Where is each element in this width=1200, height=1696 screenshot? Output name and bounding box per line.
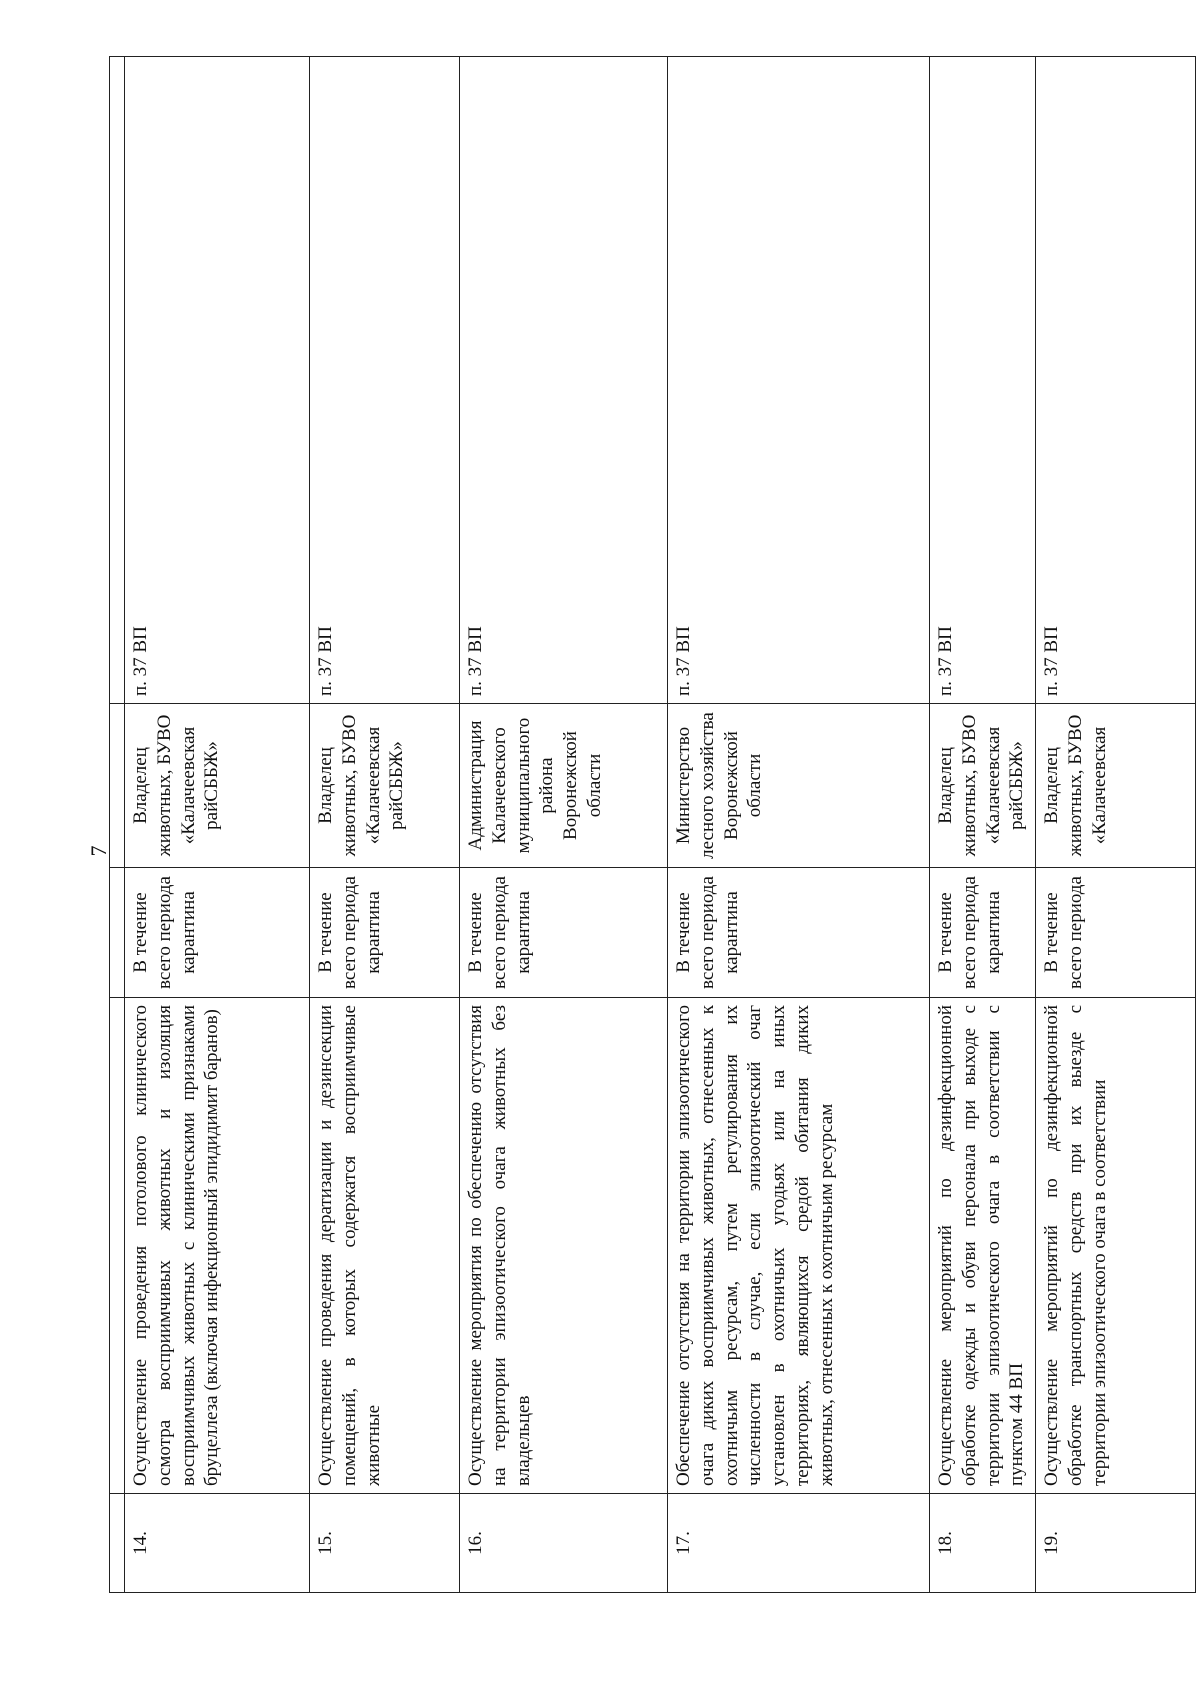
row-number: 17. bbox=[668, 1494, 930, 1593]
row-number: 19. bbox=[1036, 1494, 1196, 1593]
measure-text: Обеспечение отсутствия на территории эпизоотического очага диких восприимчивых животных, отнесенных к охотничьим ресурсам, путем регулирования их численности в случае, если эпизоотический очаг установлен в охотничьих угодьях или на иных территориях, являющихся средой обитания диких животных, отнесенных к охотничьим ресурсам bbox=[668, 998, 930, 1494]
measure-text: Осуществление мероприятий по дезинфекционной обработке одежды и обуви персонала при выходе с территории эпизоотического очага в соответствии с пунктом 44 ВП bbox=[930, 998, 1036, 1494]
responsible-text: Владелец животных, БУВО «Калачеевская райСББЖ» bbox=[930, 704, 1036, 868]
table-row bbox=[460, 57, 668, 1593]
table-row bbox=[125, 57, 310, 1593]
term-text: В течение всего периода карантина bbox=[310, 868, 460, 998]
measures-table bbox=[109, 56, 1196, 1593]
table-row bbox=[1036, 57, 1196, 1593]
measure-text: Осуществление мероприятия по обеспечению отсутствия на территории эпизоотического очага животных без владельцев bbox=[460, 998, 668, 1494]
term-text: В течение всего периода bbox=[1036, 868, 1196, 998]
basis-text: п. 37 ВП bbox=[310, 57, 460, 704]
table-row bbox=[930, 57, 1036, 1593]
measure-text: Осуществление проведения дератизации и дезинсекции помещений, в которых содержатся восприимчивые животные bbox=[310, 998, 460, 1494]
responsible-text: Администрация Калачеевского муниципального района Воронежской области bbox=[460, 704, 668, 868]
responsible-text: Владелец животных, БУВО «Калачеевская bbox=[1036, 704, 1196, 868]
term-text: В течение всего периода карантина bbox=[125, 868, 310, 998]
basis-text: п. 37 ВП bbox=[1036, 57, 1196, 704]
term-text: В течение всего периода карантина bbox=[668, 868, 930, 998]
term-text: В течение всего периода карантина bbox=[460, 868, 668, 998]
row-number: 14. bbox=[125, 1494, 310, 1593]
basis-text: п. 37 ВП bbox=[460, 57, 668, 704]
table-row bbox=[668, 57, 930, 1593]
row-number: 15. bbox=[310, 1494, 460, 1593]
table-header-strip bbox=[110, 57, 125, 1593]
row-number: 18. bbox=[930, 1494, 1036, 1593]
rotated-page-sheet bbox=[109, 57, 1196, 1593]
row-number: 16. bbox=[460, 1494, 668, 1593]
responsible-text: Владелец животных, БУВО «Калачеевская райСББЖ» bbox=[310, 704, 460, 868]
basis-text: п. 37 ВП bbox=[125, 57, 310, 704]
measure-text: Осуществление мероприятий по дезинфекционной обработке транспортных средств при их выезде с территории эпизоотического очага в соответствии bbox=[1036, 998, 1196, 1494]
basis-text: п. 37 ВП bbox=[930, 57, 1036, 704]
term-text: В течение всего периода карантина bbox=[930, 868, 1036, 998]
responsible-text: Министерство лесного хозяйства Воронежской области bbox=[668, 704, 930, 868]
measure-text: Осуществление проведения потолового клинического осмотра восприимчивых животных и изоляция восприимчивых животных с клиническими признаками бруцеллеза (включая инфекционный эпидидимит баранов) bbox=[125, 998, 310, 1494]
page-number: 7 bbox=[86, 845, 111, 857]
responsible-text: Владелец животных, БУВО «Калачеевская райСББЖ» bbox=[125, 704, 310, 868]
table-row bbox=[310, 57, 460, 1593]
basis-text: п. 37 ВП bbox=[668, 57, 930, 704]
